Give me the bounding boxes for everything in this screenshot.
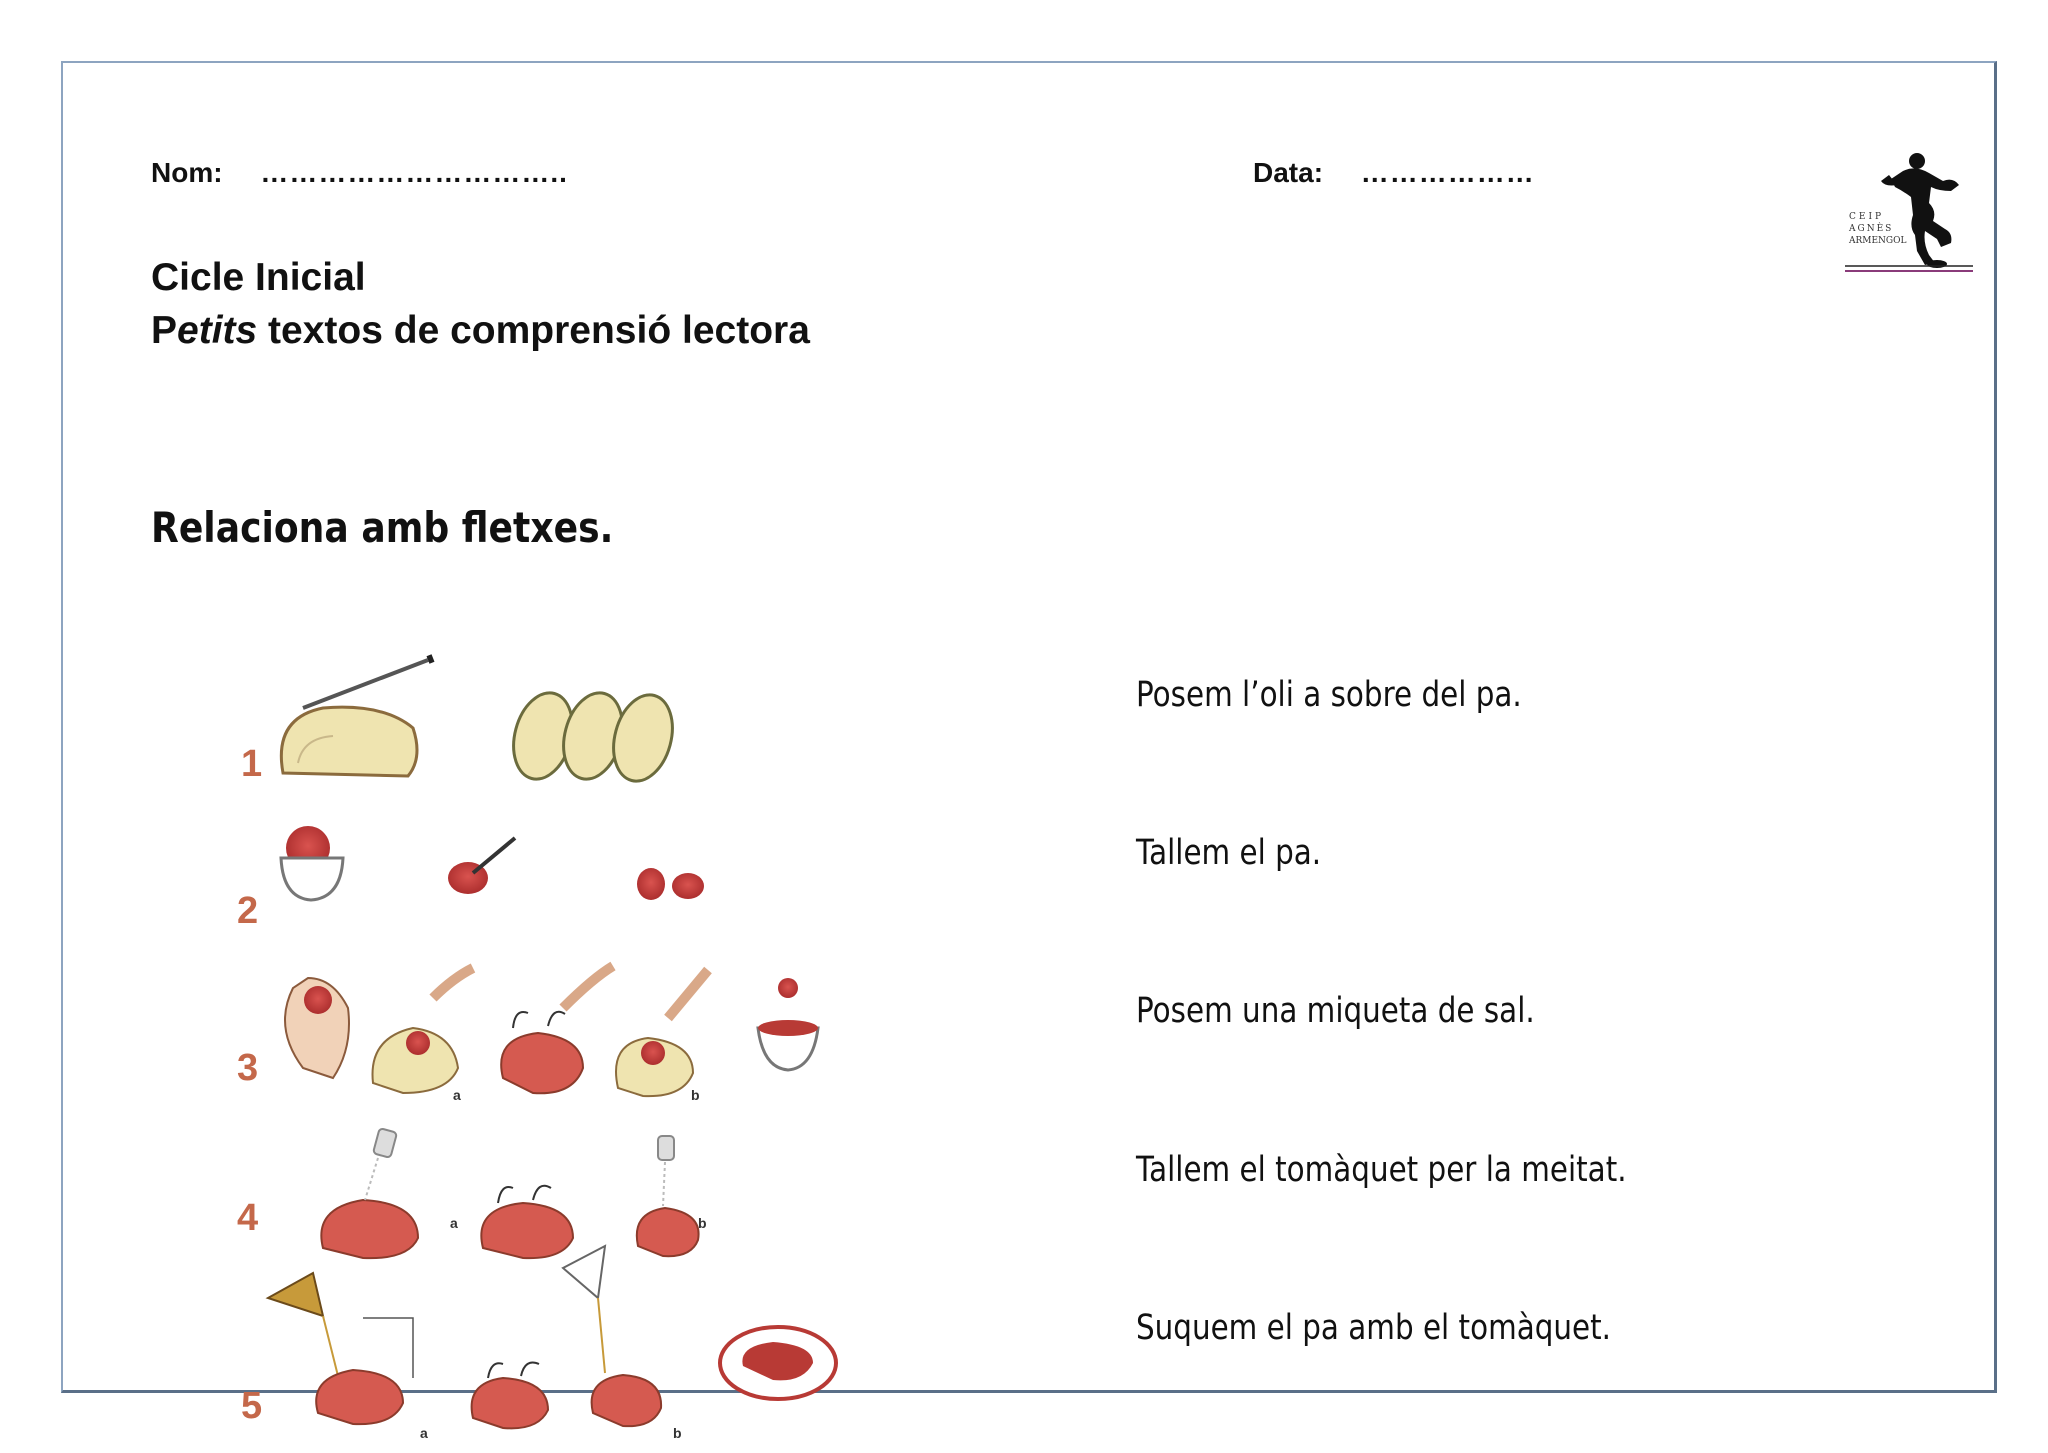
name-blank[interactable]: ………………………….. — [260, 157, 568, 188]
sentence-item[interactable]: Tallem el tomàquet per la meitat. — [1136, 1150, 1627, 1190]
step-number: 4 — [237, 1197, 259, 1239]
recipe-steps-illustration — [203, 648, 883, 1453]
step-1-illustration — [281, 658, 681, 788]
instruction-text: Relaciona amb fletxes. — [151, 503, 614, 552]
step-number: 2 — [237, 890, 259, 932]
logo-line-2: AGNÈS — [1849, 224, 1894, 234]
step-number: 5 — [241, 1385, 263, 1427]
sentence-item[interactable]: Posem l’oli a sobre del pa. — [1136, 675, 1522, 715]
step-number: 1 — [241, 743, 263, 785]
date-blank[interactable]: ……………… — [1360, 157, 1535, 188]
step-label: b — [673, 1425, 682, 1441]
school-logo — [1833, 151, 1983, 276]
step-label: b — [691, 1087, 700, 1103]
name-label: Nom: — [151, 157, 223, 188]
step-label: b — [698, 1215, 707, 1231]
step-2-illustration — [281, 826, 704, 900]
cycle-title: Cicle Inicial — [151, 256, 366, 299]
name-field — [151, 157, 568, 189]
sentence-item[interactable]: Tallem el pa. — [1136, 833, 1322, 873]
sentence-item[interactable]: Suquem el pa amb el tomàquet. — [1136, 1308, 1611, 1348]
step-5-illustration — [268, 1246, 836, 1441]
step-4-illustration — [321, 1128, 706, 1258]
worksheet-subtitle: Petits textos de comprensió lectora — [151, 309, 810, 352]
logo-line-3: ARMENGOL — [1849, 236, 1907, 246]
worksheet — [61, 61, 1997, 1441]
step-number: 3 — [237, 1047, 259, 1089]
child-silhouette-icon — [1881, 153, 1959, 268]
date-label: Data: — [1253, 157, 1324, 188]
step-3-illustration — [285, 966, 818, 1103]
worksheet-heading — [151, 251, 810, 357]
step-label: a — [420, 1425, 428, 1441]
sentence-item[interactable]: Posem una miqueta de sal. — [1136, 991, 1535, 1031]
logo-line-1: CEIP — [1849, 212, 1885, 222]
step-label: a — [450, 1215, 458, 1231]
date-field — [1253, 157, 1535, 189]
step-label: a — [453, 1087, 461, 1103]
